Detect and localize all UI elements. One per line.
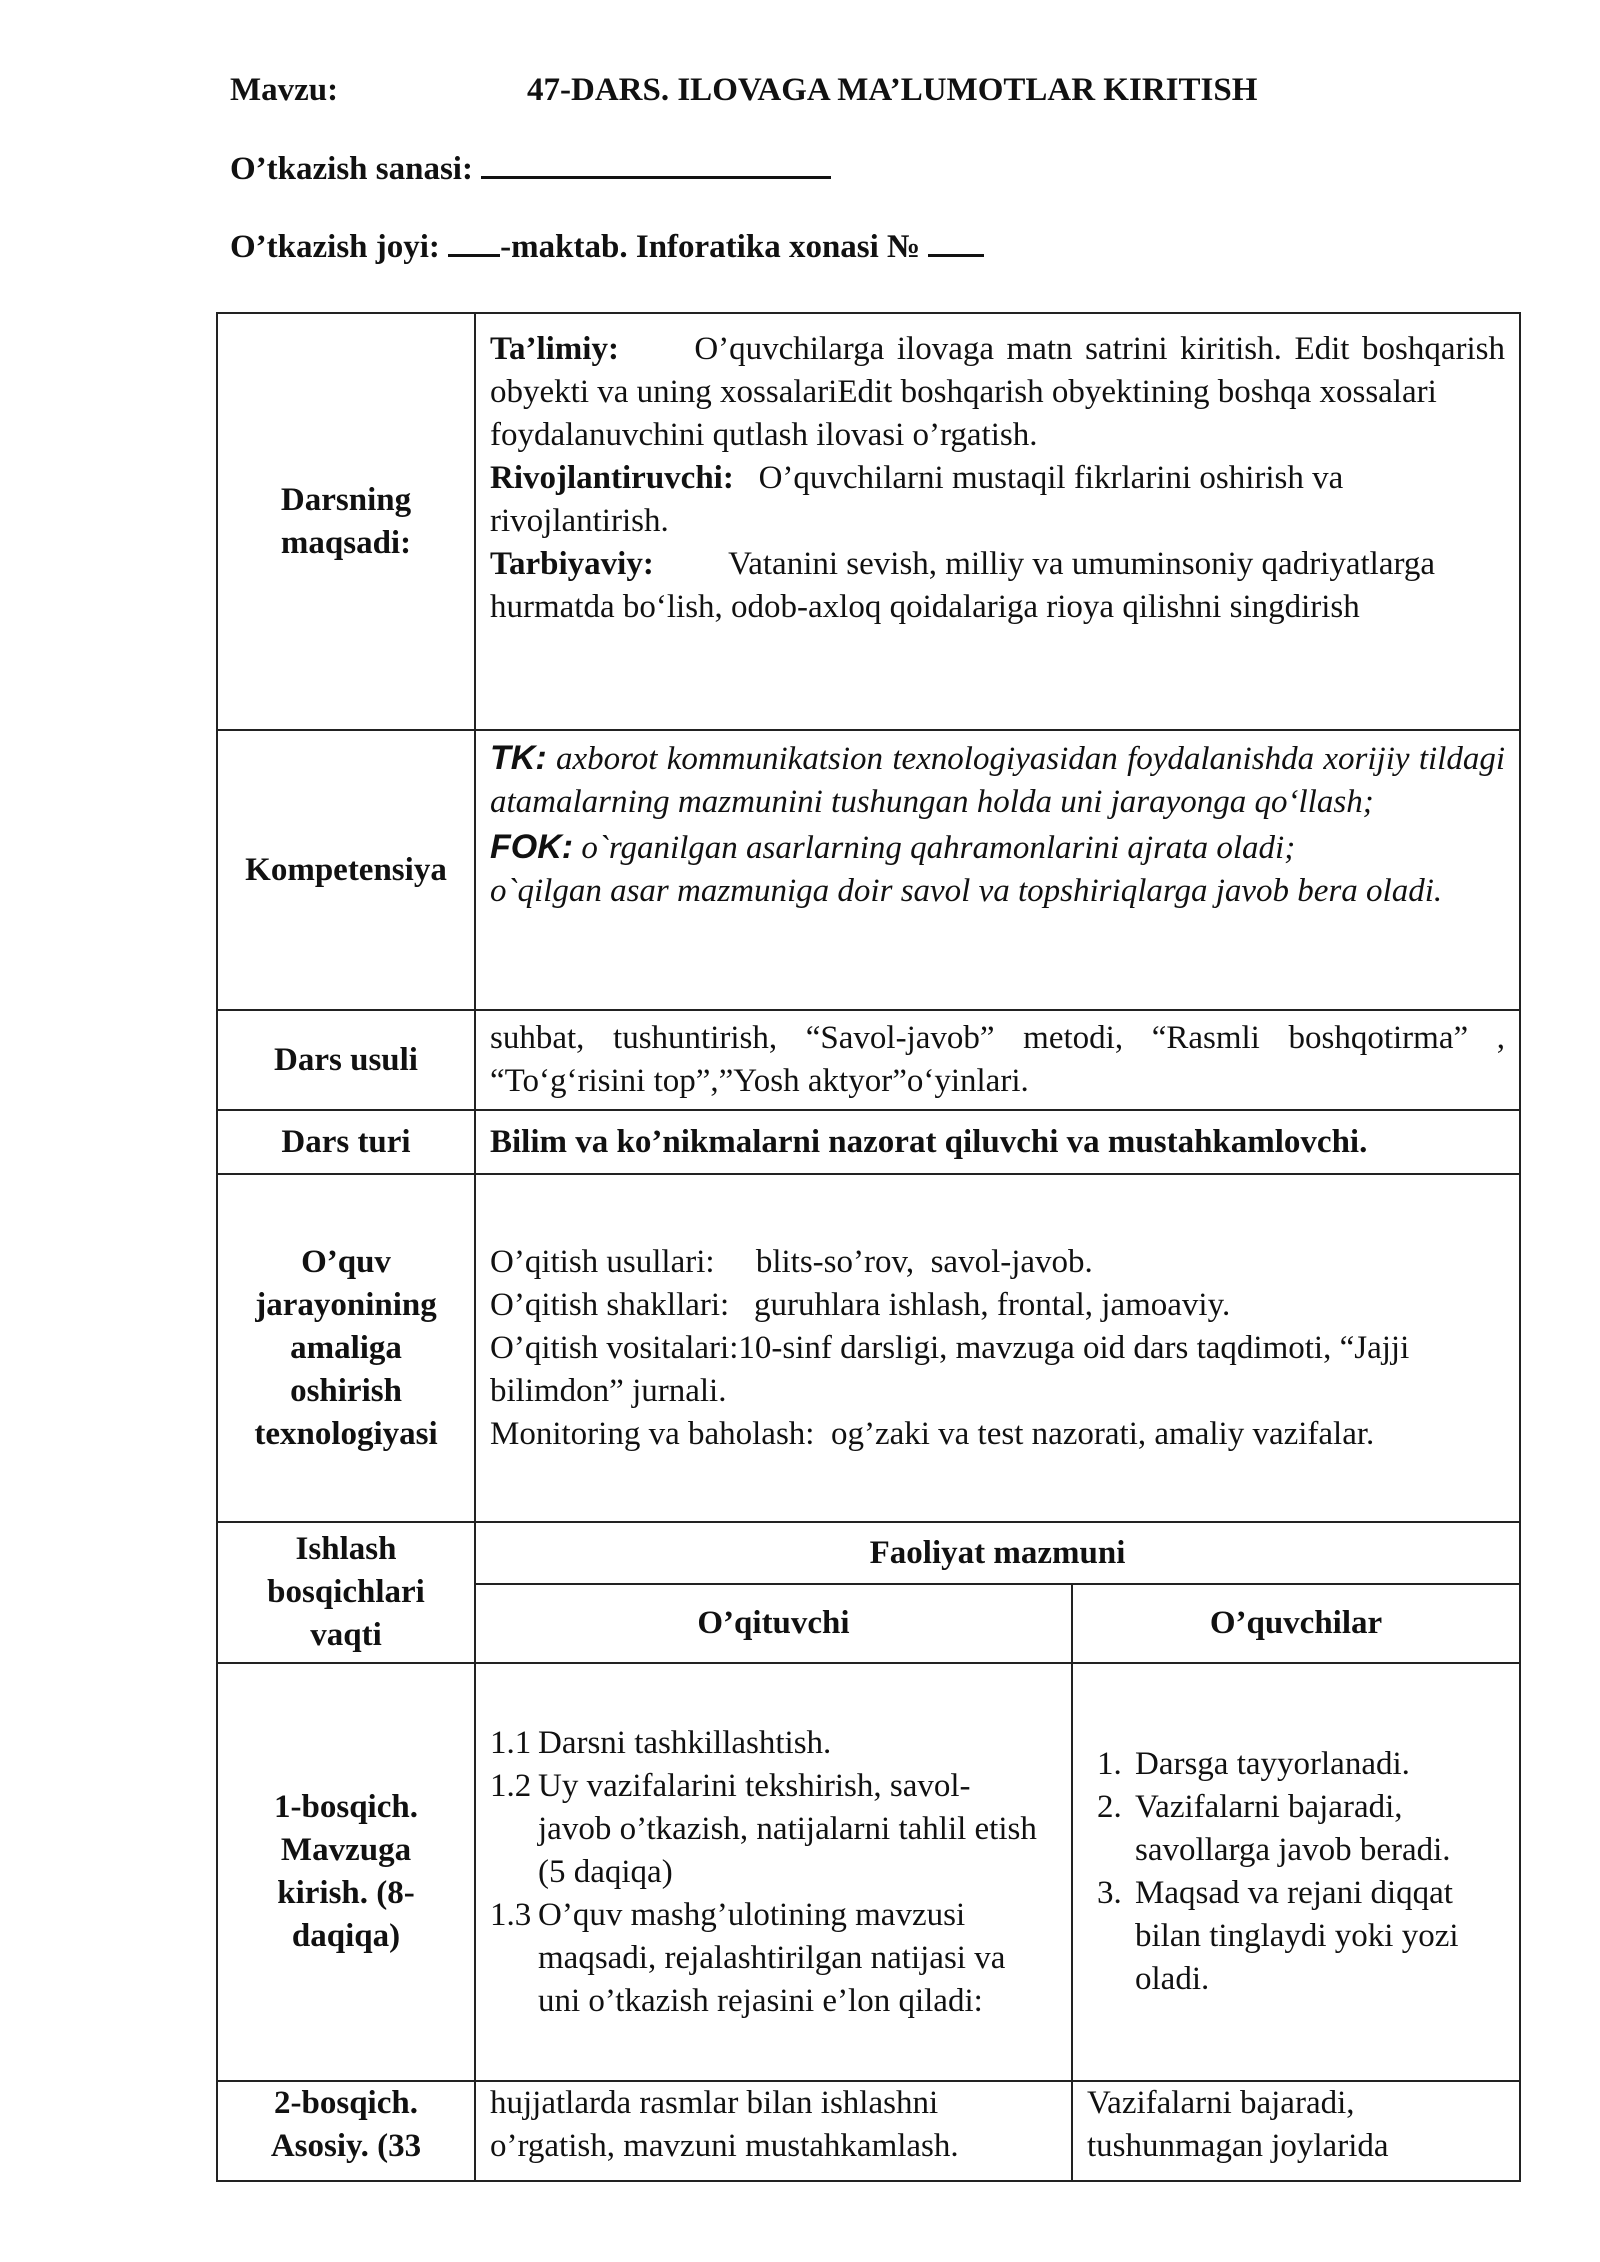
goal-row — [217, 313, 1520, 730]
activity-content-header: Faoliyat mazmuni — [475, 1522, 1520, 1584]
educational-goal-label: Ta’limiy: — [490, 331, 619, 367]
activity-head-row — [217, 1522, 1520, 1584]
teacher-activity-item — [490, 1722, 1041, 1765]
stage1-students-cell — [1072, 1663, 1520, 2081]
upbringing-goal — [490, 543, 1505, 629]
teacher-activity-item — [490, 1765, 1041, 1894]
list-text: Darsga tayyorlanadi. — [1135, 1746, 1410, 1782]
stage2-row — [217, 2081, 1520, 2181]
goal-cell — [475, 313, 1520, 730]
type-label: Dars turi — [217, 1110, 475, 1174]
upbringing-goal-label: Tarbiyaviy: — [490, 546, 654, 582]
stage1-teacher-cell — [475, 1663, 1072, 2081]
stage1-teacher-list — [490, 1722, 1041, 2023]
place-line — [230, 226, 984, 267]
technology-cell — [475, 1174, 1520, 1522]
list-number: 1.2 — [490, 1767, 532, 1804]
type-row — [217, 1110, 1520, 1174]
teacher-header: O’qituvchi — [475, 1584, 1072, 1663]
lesson-title: 47-DARS. ILOVAGA MA’LUMOTLAR KIRITISH — [527, 72, 1258, 108]
stage2-students: Vazifalarni bajaradi, tushunmagan joylarida — [1072, 2081, 1520, 2181]
stage2-label: 2-bosqich. Asosiy. (33 — [217, 2081, 475, 2181]
monitoring: Monitoring va baholash: og’zaki va test nazorati, amaliy vazifalar. — [490, 1415, 1375, 1452]
teaching-methods: O’qitish usullari: blits-so’rov, savol-javob. — [490, 1243, 1093, 1280]
competence-label: Kompetensiya — [217, 730, 475, 1010]
school-number-blank[interactable] — [448, 226, 500, 257]
technology-label: O’quv jarayonining amaliga oshirish texnologiyasi — [217, 1174, 475, 1522]
method-text: suhbat, tushuntirish, “Savol-javob” metodi, “Rasmli boshqotirma” , “To‘g‘risini top”,”Yosh aktyor”o‘yinlari. — [475, 1010, 1520, 1110]
fok-text-2: o`qilgan asar mazmuniga doir savol va topshiriqlarga javob bera oladi. — [490, 873, 1443, 909]
topic-line — [230, 70, 1258, 110]
method-row — [217, 1010, 1520, 1110]
topic-label: Mavzu: — [230, 72, 339, 108]
list-text: Maqsad va rejani diqqat bilan tinglaydi yoki yozi oladi. — [1135, 1875, 1459, 1997]
type-text: Bilim va ko’nikmalarni nazorat qiluvchi va mustahkamlovchi. — [475, 1110, 1520, 1174]
stage-time-header: Ishlash bosqichlari vaqti — [217, 1522, 475, 1663]
list-text: Vazifalarni bajaradi, savollarga javob beradi. — [1135, 1789, 1451, 1868]
stage1-label: 1-bosqich. Mavzuga kirish. (8-daqiqa) — [217, 1663, 475, 2081]
place-text: -maktab. Inforatika xonasi № — [500, 229, 921, 265]
student-activity-item — [1087, 1786, 1505, 1872]
date-line — [230, 148, 831, 189]
teacher-activity-item — [490, 1894, 1041, 2023]
lesson-plan-table — [216, 312, 1521, 2182]
technology-row — [217, 1174, 1520, 1522]
students-header: O’quvchilar — [1072, 1584, 1520, 1663]
fok-label: FOK: — [490, 828, 574, 866]
method-label: Dars usuli — [217, 1010, 475, 1110]
stage1-row — [217, 1663, 1520, 2081]
fok-competence — [490, 826, 1505, 870]
competence-row — [217, 730, 1520, 1010]
fok-text: o`rganilgan asarlarning qahramonlarini ajrata oladi; — [581, 830, 1296, 866]
student-activity-item — [1087, 1743, 1505, 1786]
developmental-goal-text: O’quvchilarni mustaqil fikrlarini oshirish va rivojlantirish. — [490, 460, 1344, 539]
tk-label: TK: — [490, 739, 547, 777]
list-number: 3. — [1097, 1875, 1122, 1911]
list-number: 1.1 — [490, 1724, 532, 1761]
list-number: 1.3 — [490, 1896, 532, 1933]
stage1-students-list — [1087, 1743, 1505, 2001]
educational-goal-text: O’quvchilarga ilovaga matn satrini kiritish. Edit boshqarish obyekti va uning xossalariEdit boshqarish obyektining boshqa xossalari — [490, 331, 1505, 410]
competence-cell — [475, 730, 1520, 1010]
list-text: Uy vazifalarini tekshirish, savol-javob o’tkazish, natijalarni tahlil etish (5 daqiqa) — [538, 1767, 1037, 1890]
list-number: 1. — [1097, 1746, 1122, 1782]
place-label: O’tkazish joyi: — [230, 229, 440, 265]
room-number-blank[interactable] — [928, 226, 984, 257]
tk-competence — [490, 737, 1505, 824]
date-blank[interactable] — [481, 148, 831, 179]
list-text: Darsni tashkillashtish. — [538, 1724, 832, 1761]
teaching-tools: O’qitish vositalari:10-sinf darsligi, mavzuga oid dars taqdimoti, “Jajji bilimdon” jurnali. — [490, 1329, 1410, 1409]
list-text: O’quv mashg’ulotining mavzusi maqsadi, rejalashtirilgan natijasi va uni o’tkazish rejasini e’lon qiladi: — [538, 1896, 1006, 2019]
upbringing-goal-text: Vatanini sevish, milliy va umuminsoniy qadriyatlarga hurmatda bo‘lish, odob-axloq qoidalariga rioya qilishni singdirish — [490, 546, 1436, 625]
goal-label: Darsning maqsadi: — [217, 313, 475, 730]
list-number: 2. — [1097, 1789, 1122, 1825]
tk-text: axborot kommunikatsion texnologiyasidan foydalanishda xorijiy tildagi atamalarning mazmunini tushungan holda uni jarayonga qo‘llash; — [490, 741, 1505, 820]
educational-goal-text-2: foydalanuvchini qutlash ilovasi o’rgatish. — [490, 417, 1038, 453]
student-activity-item — [1087, 1872, 1505, 2001]
teaching-forms: O’qitish shakllari: guruhlara ishlash, frontal, jamoaviy. — [490, 1286, 1231, 1323]
educational-goal — [490, 328, 1505, 414]
stage2-teacher: hujjatlarda rasmlar bilan ishlashni o’rgatish, mavzuni mustahkamlash. — [475, 2081, 1072, 2181]
date-label: O’tkazish sanasi: — [230, 151, 473, 187]
developmental-goal-label: Rivojlantiruvchi: — [490, 460, 734, 496]
developmental-goal — [490, 457, 1505, 543]
